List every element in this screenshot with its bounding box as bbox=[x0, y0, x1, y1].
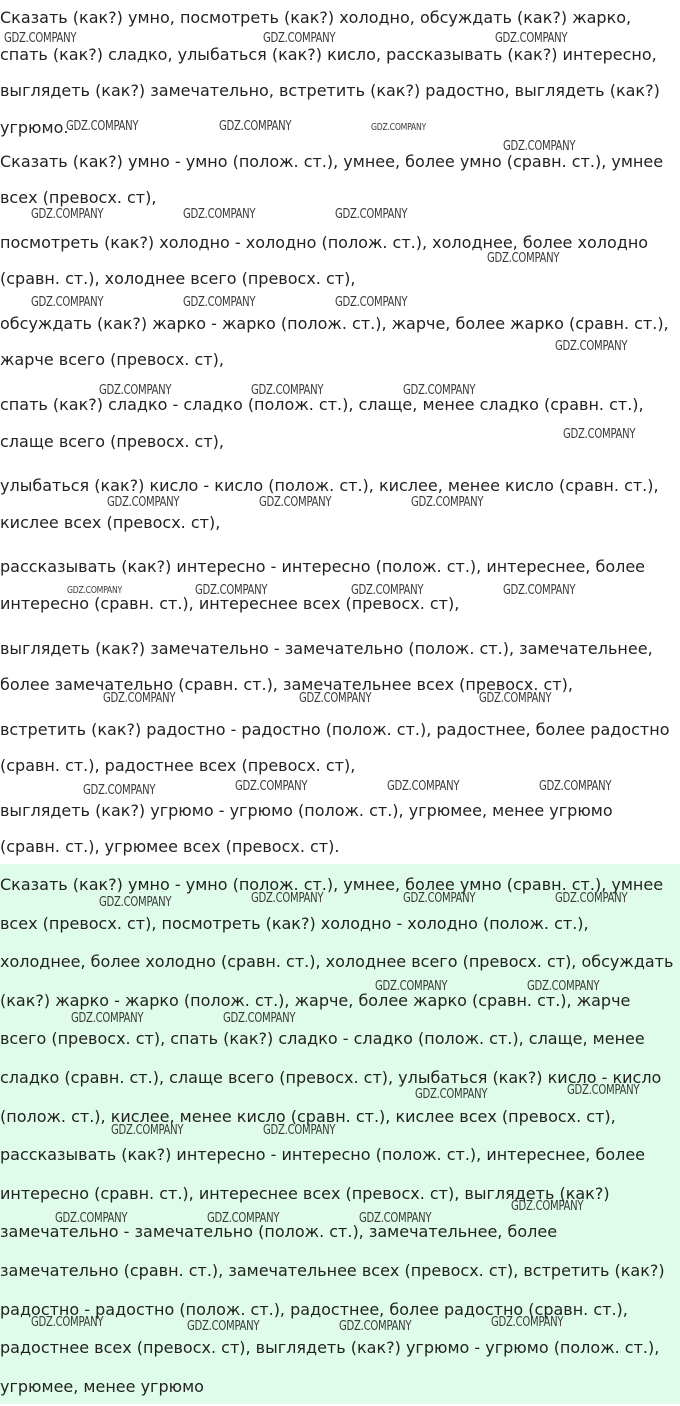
watermark: GDZ.COMPANY bbox=[555, 891, 628, 906]
watermark: GDZ.COMPANY bbox=[351, 583, 424, 598]
watermark: GDZ.COMPANY bbox=[403, 891, 476, 906]
watermark: GDZ.COMPANY bbox=[567, 1083, 640, 1098]
watermark: GDZ.COMPANY bbox=[511, 1199, 584, 1214]
watermark: GDZ.COMPANY bbox=[339, 1319, 412, 1334]
watermark: GDZ.COMPANY bbox=[71, 1011, 144, 1026]
watermark: GDZ.COMPANY bbox=[219, 119, 292, 134]
watermark: GDZ.COMPANY bbox=[103, 691, 176, 706]
watermark: GDZ.COMPANY bbox=[183, 295, 256, 310]
list-item: спать (как?) сладко - сладко (полож. ст.), слаще, менее сладко (сравн. ст.), слаще всего (превосх. ст), bbox=[0, 395, 644, 451]
watermark: GDZ.COMPANY bbox=[111, 1123, 184, 1138]
watermark: GDZ.COMPANY bbox=[187, 1319, 260, 1334]
watermark: GDZ.COMPANY bbox=[183, 207, 256, 222]
watermark: GDZ.COMPANY bbox=[503, 139, 576, 154]
watermark: GDZ.COMPANY bbox=[66, 119, 139, 134]
list-item: обсуждать (как?) жарко - жарко (полож. ст.), жарче, более жарко (сравн. ст.), жарче всего (превосх. ст), bbox=[0, 314, 669, 370]
watermark: GDZ.COMPANY bbox=[31, 295, 104, 310]
summary-paragraph: Сказать (как?) умно - умно (полож. ст.), умнее, более умно (сравн. ст.), умнее всех (превосх. ст), посмотреть (как?) холодно - холодно (полож. ст.), холоднее, более холодно (сравн. ст.), холоднее всего (превосх. ст), обсуждать (как?) жарко - жарко (полож. ст.), жарче, более жарко (сравн. ст.), жарче всего (превосх. ст), спать (как?) сладко - сладко (полож. ст.), слаще, менее сладко (сравн. ст.), слаще всего (превосх. ст), улыбаться (как?) кисло - кисло (полож. ст.), кислее, менее кисло (сравн. ст.), кислее всех (превосх. ст), рассказывать (как?) интересно - интересно (полож. ст.), интереснее, более интересно (сравн. ст.), интереснее всех (превосх. ст), выглядеть (как?) замечательно - замечательно (полож. ст.), замечательнее, более замечательно (сравн. ст.), замечательнее всех (превосх. ст), встретить (как?) радостно - радостно (полож. ст.), радостнее, более радостно (сравн. ст.), радостнее всех (превосх. ст), выглядеть (как?) угрюмо - угрюмо (полож. ст.), угрюмее, менее угрюмо bbox=[0, 875, 674, 1396]
watermark: GDZ.COMPANY bbox=[207, 1211, 280, 1226]
watermark: GDZ.COMPANY bbox=[415, 1087, 488, 1102]
watermark: GDZ.COMPANY bbox=[107, 495, 180, 510]
watermark: GDZ.COMPANY bbox=[4, 31, 77, 46]
watermark: GDZ.COMPANY bbox=[263, 1123, 336, 1138]
comparison-list bbox=[0, 144, 680, 874]
watermark: GDZ.COMPANY bbox=[371, 122, 426, 133]
watermark: GDZ.COMPANY bbox=[375, 979, 448, 994]
watermark: GDZ.COMPANY bbox=[223, 1011, 296, 1026]
list-item: выглядеть (как?) угрюмо - угрюмо (полож. ст.), угрюмее, менее угрюмо (сравн. ст.), угрюмее всех (превосх. ст). bbox=[0, 800, 613, 857]
list-item: рассказывать (как?) интересно - интересно (полож. ст.), интереснее, более интересно (сравн. ст.), интереснее всех (превосх. ст), bbox=[0, 557, 646, 613]
watermark: GDZ.COMPANY bbox=[335, 207, 408, 222]
watermark: GDZ.COMPANY bbox=[251, 383, 324, 398]
list-item: выглядеть (как?) замечательно - замечательно (полож. ст.), замечательнее, более замечательно (сравн. ст.), замечательнее всех (превосх. ст), bbox=[0, 638, 653, 694]
watermark: GDZ.COMPANY bbox=[31, 207, 104, 222]
watermark: GDZ.COMPANY bbox=[563, 427, 636, 442]
watermark: GDZ.COMPANY bbox=[31, 1315, 104, 1330]
watermark: GDZ.COMPANY bbox=[387, 779, 460, 794]
watermark: GDZ.COMPANY bbox=[495, 31, 568, 46]
watermark: GDZ.COMPANY bbox=[299, 691, 372, 706]
intro-paragraph: Сказать (как?) умно, посмотреть (как?) холодно, обсуждать (как?) жарко, спать (как?) сладко, улыбаться (как?) кисло, рассказывать (как?) интересно, выглядеть (как?) замечательно, встретить (как?) радостно, выглядеть (как?) угрюмо. bbox=[0, 8, 660, 137]
watermark: GDZ.COMPANY bbox=[259, 495, 332, 510]
watermark: GDZ.COMPANY bbox=[251, 891, 324, 906]
watermark: GDZ.COMPANY bbox=[195, 583, 268, 598]
watermark: GDZ.COMPANY bbox=[411, 495, 484, 510]
watermark: GDZ.COMPANY bbox=[487, 251, 560, 266]
watermark: GDZ.COMPANY bbox=[527, 979, 600, 994]
watermark: GDZ.COMPANY bbox=[83, 783, 156, 798]
watermark: GDZ.COMPANY bbox=[99, 895, 172, 910]
list-item: улыбаться (как?) кисло - кисло (полож. ст.), кислее, менее кисло (сравн. ст.), кислее всех (превосх. ст), bbox=[0, 476, 659, 532]
watermark: GDZ.COMPANY bbox=[55, 1211, 128, 1226]
watermark: GDZ.COMPANY bbox=[491, 1315, 564, 1330]
watermark: GDZ.COMPANY bbox=[99, 383, 172, 398]
watermark: GDZ.COMPANY bbox=[403, 383, 476, 398]
watermark: GDZ.COMPANY bbox=[503, 583, 576, 598]
watermark: GDZ.COMPANY bbox=[359, 1211, 432, 1226]
list-item: посмотреть (как?) холодно - холодно (полож. ст.), холоднее, более холодно (сравн. ст.), холоднее всего (превосх. ст), bbox=[0, 233, 649, 289]
watermark: GDZ.COMPANY bbox=[235, 779, 308, 794]
watermark: GDZ.COMPANY bbox=[539, 779, 612, 794]
watermark: GDZ.COMPANY bbox=[555, 339, 628, 354]
watermark: GDZ.COMPANY bbox=[479, 691, 552, 706]
list-item: Сказать (как?) умно - умно (полож. ст.), умнее, более умно (сравн. ст.), умнее всех (превосх. ст), bbox=[0, 152, 664, 208]
watermark: GDZ.COMPANY bbox=[335, 295, 408, 310]
watermark: GDZ.COMPANY bbox=[67, 585, 122, 596]
list-item: встретить (как?) радостно - радостно (полож. ст.), радостнее, более радостно (сравн. ст.), радостнее всех (превосх. ст), bbox=[0, 719, 670, 775]
watermark: GDZ.COMPANY bbox=[263, 31, 336, 46]
